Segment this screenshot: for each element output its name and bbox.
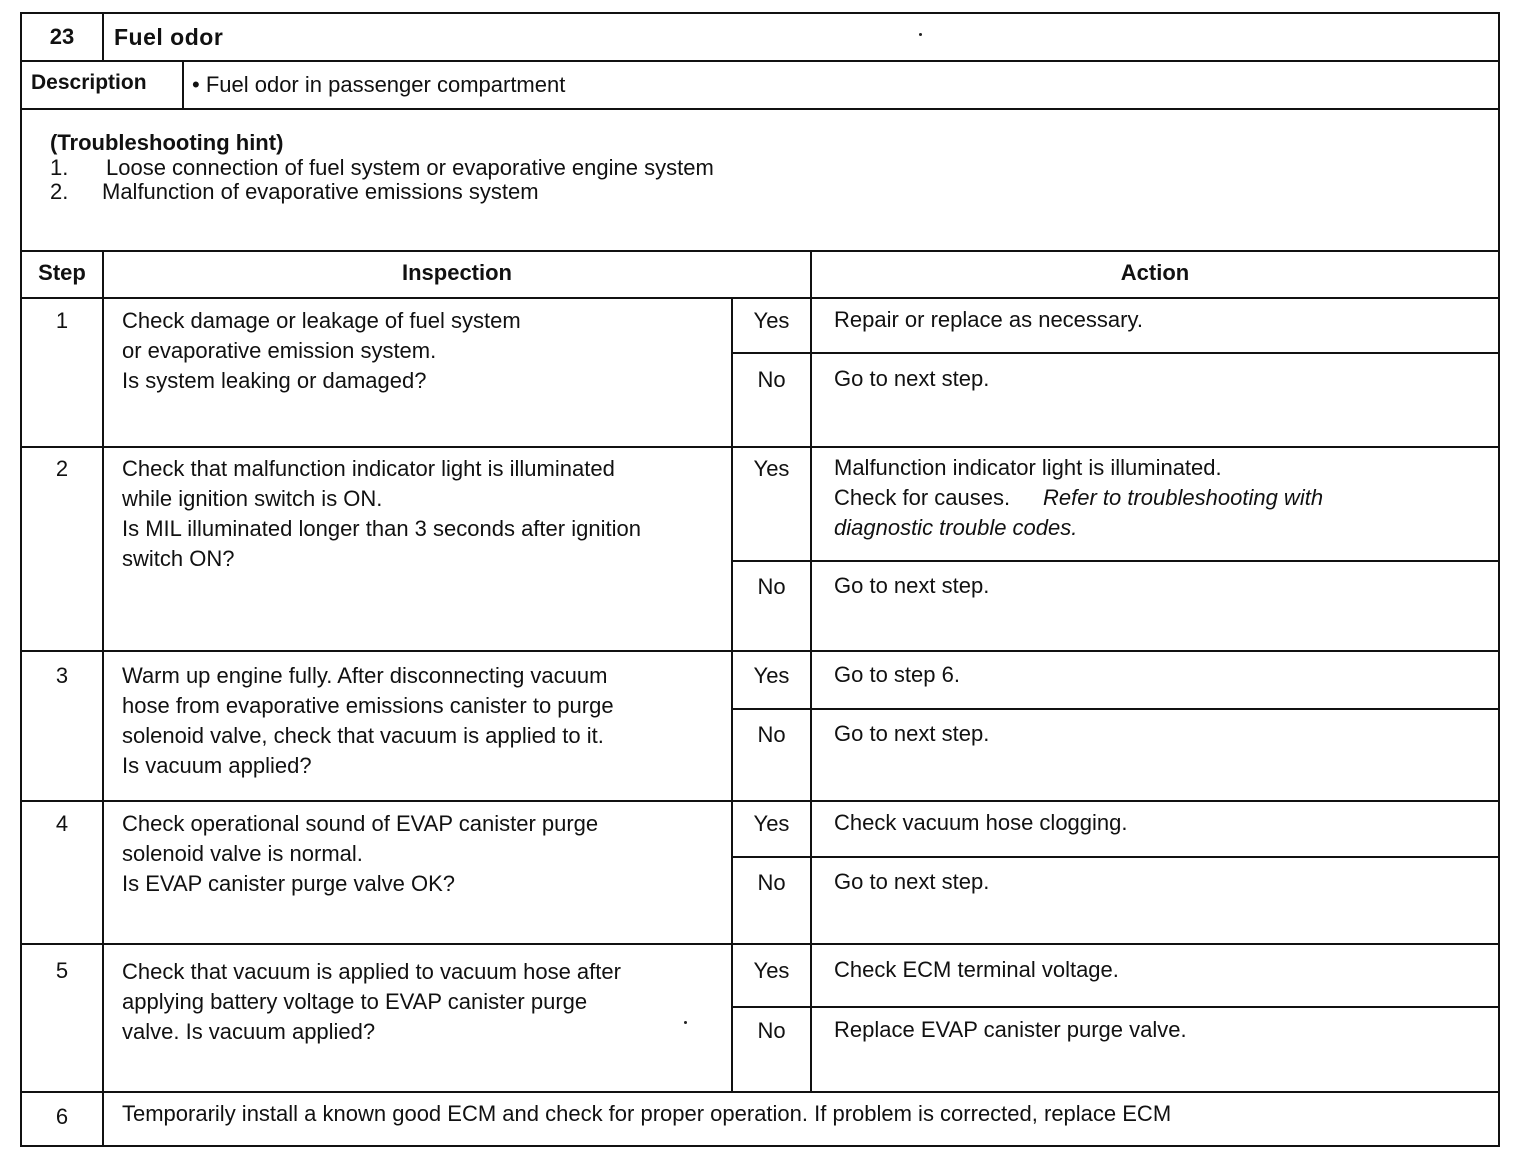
rule-description-divider [182, 61, 184, 109]
no-label: No [757, 1018, 786, 1043]
rule-header-divider [102, 14, 104, 61]
section-title: Fuel odor [114, 24, 224, 50]
rule-hint [22, 250, 1498, 252]
yes-label: Yes [753, 308, 790, 333]
yes-action: Go to step 6. [834, 662, 960, 687]
yes-action: Check ECM terminal voltage. [834, 957, 1119, 982]
hint-item-text: Loose connection of fuel system or evaporative engine system [106, 155, 714, 180]
step-inspection: Check that malfunction indicator light is illuminated while ignition switch is ON. Is MIL illuminated longer than 3 seconds after ignition switch ON? [122, 456, 641, 571]
step-number: 6 [55, 1104, 69, 1129]
rule-step4 [22, 943, 1498, 945]
hint-item-number: 2. [50, 179, 69, 204]
troubleshooting-table [20, 12, 1500, 1147]
column-header-inspection: Inspection [401, 260, 512, 285]
hint-item [50, 156, 1250, 180]
hint-item [50, 180, 1250, 204]
rule-columns [22, 297, 1498, 299]
rule-step2 [22, 650, 1498, 652]
rule-header [22, 60, 1498, 62]
scan-speck [919, 33, 922, 36]
hint-item-text: Malfunction of evaporative emissions system [102, 179, 539, 204]
final-step-text: Temporarily install a known good ECM and check for proper operation. If problem is corrected, replace ECM [122, 1101, 1172, 1126]
rule-step4-yesno [731, 856, 1498, 858]
step-number: 4 [55, 811, 69, 836]
rule-action-column [810, 251, 812, 1092]
rule-step2-yesno [731, 560, 1498, 562]
rule-step-column [102, 251, 104, 1145]
rule-description [22, 108, 1498, 110]
yes-action: Malfunction indicator light is illuminated. Check for causes. [834, 455, 1222, 510]
yes-action-reference: Refer to troubleshooting with [1043, 485, 1324, 510]
troubleshooting-hint [50, 130, 1250, 204]
rule-step5-yesno [731, 1006, 1498, 1008]
no-action: Go to next step. [834, 366, 990, 391]
step-inspection: Check that vacuum is applied to vacuum hose after applying battery voltage to EVAP canister purge valve. Is vacuum applied? [122, 959, 621, 1044]
no-label: No [757, 367, 786, 392]
yes-label: Yes [753, 456, 790, 481]
step-inspection: Check operational sound of EVAP canister purge solenoid valve is normal. Is EVAP canister purge valve OK? [122, 811, 599, 896]
yes-label: Yes [753, 811, 790, 836]
step-inspection: Warm up engine fully. After disconnecting vacuum hose from evaporative emissions canister to purge solenoid valve, check that vacuum is applied to it. Is vacuum applied? [122, 663, 614, 778]
no-action: Go to next step. [834, 573, 990, 598]
step-inspection: Check damage or leakage of fuel system or evaporative emission system. Is system leaking or damaged? [122, 308, 521, 393]
yes-action: Check vacuum hose clogging. [834, 810, 1128, 835]
yes-label: Yes [753, 958, 790, 983]
description-text: • Fuel odor in passenger compartment [192, 72, 566, 97]
scan-speck [684, 1021, 687, 1024]
hint-item-number: 1. [50, 155, 69, 180]
hint-title: (Troubleshooting hint) [50, 130, 284, 155]
no-label: No [757, 870, 786, 895]
step-number: 2 [55, 456, 69, 481]
column-header-step: Step [38, 260, 86, 285]
column-header-action: Action [1120, 260, 1190, 285]
yes-action-reference: diagnostic trouble codes. [834, 515, 1078, 540]
step-number: 5 [55, 958, 69, 983]
no-action: Replace EVAP canister purge valve. [834, 1017, 1187, 1042]
step-number: 1 [55, 308, 69, 333]
no-action: Go to next step. [834, 869, 990, 894]
no-label: No [757, 574, 786, 599]
no-label: No [757, 722, 786, 747]
no-action: Go to next step. [834, 721, 990, 746]
rule-step5 [22, 1091, 1498, 1093]
description-label: Description [31, 71, 147, 94]
rule-step1 [22, 446, 1498, 448]
section-number: 23 [49, 24, 75, 49]
rule-step3 [22, 800, 1498, 802]
yes-label: Yes [753, 663, 790, 688]
rule-step1-yesno [731, 352, 1498, 354]
yes-action: Repair or replace as necessary. [834, 307, 1143, 332]
step-number: 3 [55, 663, 69, 688]
rule-step3-yesno [731, 708, 1498, 710]
